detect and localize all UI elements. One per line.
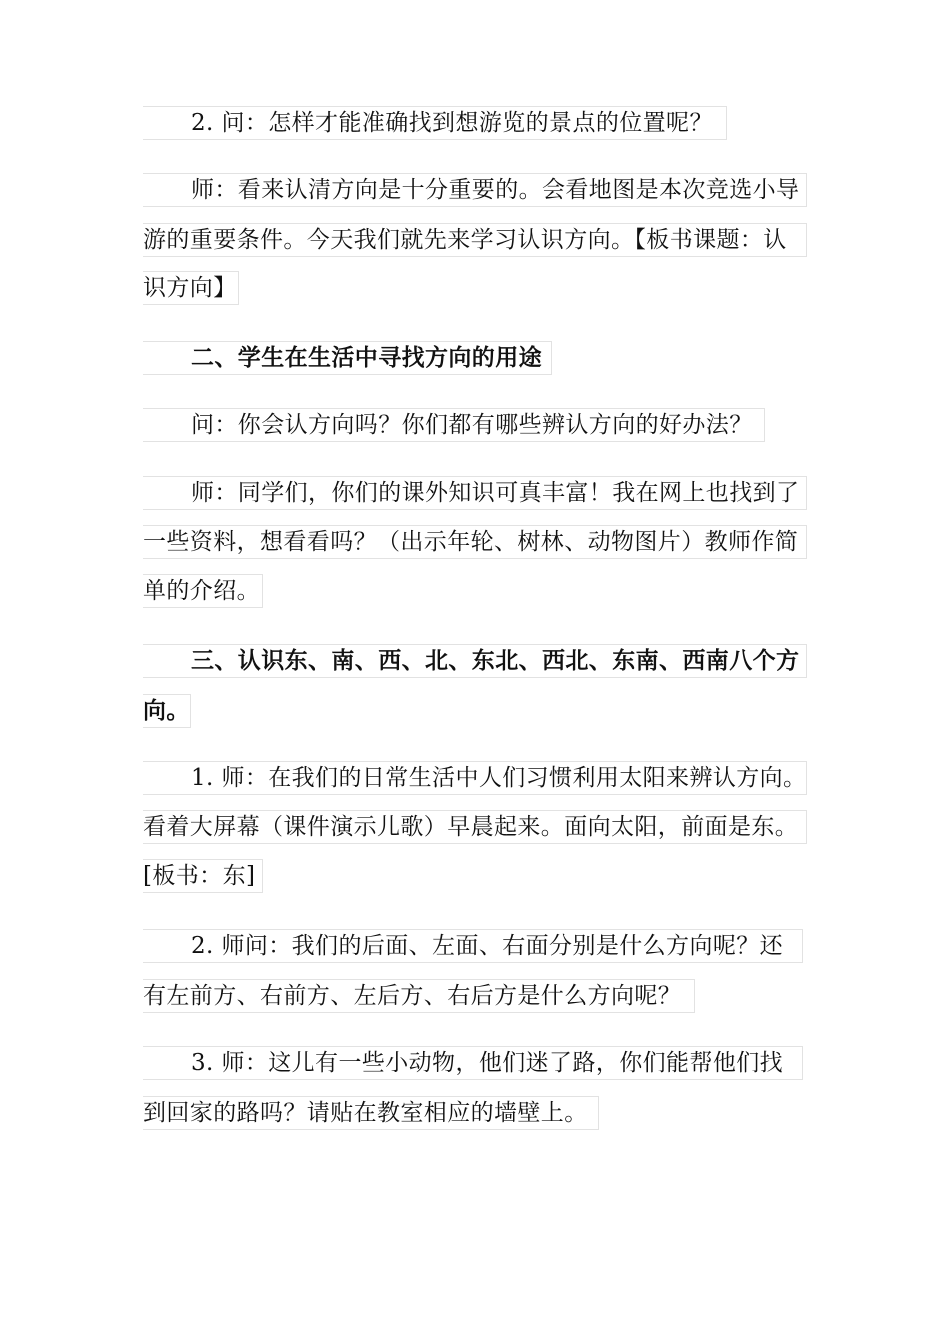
step-1-line: 看着大屏幕（课件演示儿歌）早晨起来。面向太阳，前面是东。 [143, 810, 807, 844]
section-heading-3: 向。 [143, 694, 191, 728]
step-2-line: 有左前方、右前方、左后方、右后方是什么方向呢？ [143, 979, 695, 1013]
teacher-paragraph-line: 游的重要条件。今天我们就先来学习认识方向。【板书课题：认 [143, 223, 807, 257]
section-heading-2: 二、学生在生活中寻找方向的用途 [143, 341, 552, 375]
step-3-line: 3. 师：这儿有一些小动物，他们迷了路，你们能帮他们找 [143, 1046, 803, 1080]
teacher-paragraph-line: 师：同学们，你们的课外知识可真丰富！我在网上也找到了 [143, 476, 807, 510]
section-heading-3: 三、认识东、南、西、北、东北、西北、东南、西南八个方 [143, 644, 807, 678]
step-1-line: 1. 师：在我们的日常生活中人们习惯利用太阳来辨认方向。 [143, 761, 807, 795]
question-line: 问：你会认方向吗？你们都有哪些辨认方向的好办法？ [143, 408, 765, 442]
step-1-line: [板书：东] [143, 859, 263, 893]
step-3-line: 到回家的路吗？请贴在教室相应的墙壁上。 [143, 1096, 599, 1130]
step-2-line: 2. 师问：我们的后面、左面、右面分别是什么方向呢？还 [143, 929, 803, 963]
question-2-line: 2. 问：怎样才能准确找到想游览的景点的位置呢？ [143, 106, 727, 140]
teacher-paragraph-line: 一些资料，想看看吗？（出示年轮、树林、动物图片）教师作简 [143, 525, 807, 559]
teacher-paragraph-line: 师：看来认清方向是十分重要的。会看地图是本次竞选小导 [143, 173, 807, 207]
teacher-paragraph-line: 单的介绍。 [143, 574, 263, 608]
teacher-paragraph-line: 识方向】 [143, 271, 239, 305]
